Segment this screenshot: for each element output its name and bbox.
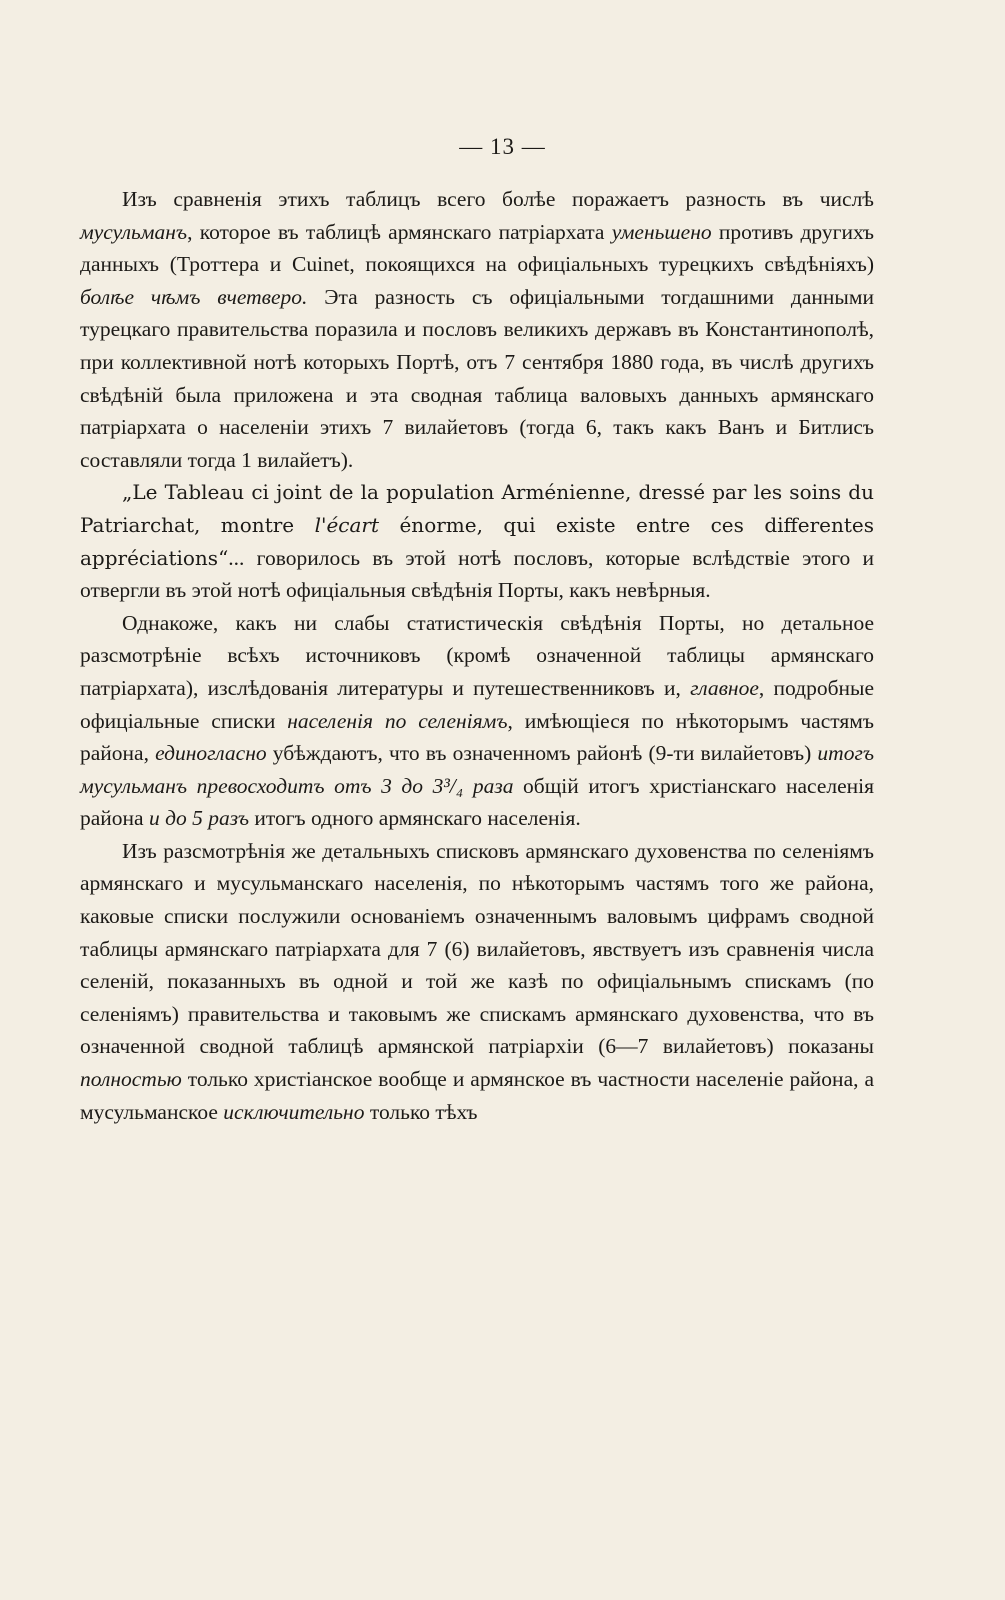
text-run: énorme, qui existe entre ces differentes appréciations“ <box>80 512 874 570</box>
paragraph-3 <box>80 607 874 835</box>
text-run: общій итогъ христіанскаго населенія района <box>80 773 875 831</box>
page-number: — 13 — <box>459 134 546 159</box>
emphasis-text: исключительно <box>223 1099 365 1124</box>
text-run: „Le Tableau ci joint de la population Arménienne, dressé par les soins du Patriarchat, montre <box>80 480 874 537</box>
paragraph-2 <box>80 476 874 606</box>
text-run: итогъ одного армянскаго населенія. <box>249 806 581 831</box>
text-run: ... говорилось въ этой нотѣ пословъ, которые вслѣдствіе этого и отвергли въ этой нотѣ офиціальныя свѣдѣнія Порты, какъ невѣрныя. <box>80 545 874 603</box>
emphasis-text: мусульманъ <box>80 219 188 244</box>
text-run: , имѣющіеся по нѣкоторымъ частямъ района, <box>80 708 874 766</box>
emphasis-text: и до 5 разъ <box>148 806 249 831</box>
emphasis-text: l'écart <box>314 512 380 537</box>
text-run: Эта разность съ офиціальными тогдашними данными турецкаго правительства поразила и пословъ великихъ державъ въ Константинополѣ, при коллективной нотѣ которыхъ Портѣ, отъ 7 сентября 1880 года, въ числѣ другихъ свѣдѣній была приложена и эта сводная таблица валовыхъ данныхъ армянскаго патріархата о населеніи этихъ 7 вилайетовъ (тогда 6, такъ какъ Ванъ и Битлисъ составляли тогда 1 вилайетъ). <box>80 284 874 472</box>
emphasis-text: населенія по селеніямъ <box>287 708 508 733</box>
emphasis-text: уменьшено <box>611 219 712 244</box>
emphasis-text: полностью <box>80 1067 182 1092</box>
emphasis-text: болѣе чѣмъ вчетверо. <box>80 284 308 309</box>
text-run: Однакоже, какъ ни слабы статистическія свѣдѣнія Порты, но детальное разсмотрѣніе всѣхъ источниковъ (кромѣ означенной таблицы армянскаго патріархата), изслѣдованія литературы и путешественниковъ и, <box>80 610 874 700</box>
text-run: , которое въ таблицѣ армянскаго патріархата <box>187 219 612 244</box>
emphasis-text: главное <box>690 675 759 700</box>
text-run: противъ другихъ данныхъ (Троттера и Cuinet, покоящихся на офиціальныхъ турецкихъ свѣдѣніяхъ) <box>80 219 874 277</box>
text-run: , подробные офиціальные списки <box>80 675 875 733</box>
text-run: только тѣхъ <box>364 1099 478 1124</box>
emphasis-text: итогъ мусульманъ превосходитъ отъ 3 до 3³/₄ раза <box>80 741 874 798</box>
text-run: Изъ сравненія этихъ таблицъ всего болѣе поражаетъ разность въ числѣ <box>122 187 874 211</box>
body-text <box>80 183 874 1128</box>
text-run: убѣждаютъ, что въ означенномъ районѣ (9-ти вилайетовъ) <box>266 741 818 766</box>
emphasis-text: единогласно <box>155 741 267 766</box>
text-run: только христіанское вообще и армянское въ частности населеніе района, а мусульманское <box>80 1067 874 1124</box>
text-run: Изъ разсмотрѣнія же детальныхъ списковъ армянскаго духовенства по селеніямъ армянскаго и мусульманскаго населенія, по нѣкоторымъ частямъ того же района, каковые списки послужили основаніемъ означеннымъ валовымъ цифрамъ сводной таблицы армянскаго патріархата для 7 (6) вилайетовъ, явствуетъ изъ сравненія числа селеній, показанныхъ въ одной и той же казѣ по офиціальнымъ спискамъ (по селеніямъ) правительства и таковымъ же спискамъ армянскаго духовенства, что въ означенной сводной таблицѣ армянской патріархіи (6—7 вилайетовъ) показаны <box>80 838 874 1059</box>
paragraph-1 <box>80 183 874 476</box>
paragraph-4 <box>80 835 874 1128</box>
